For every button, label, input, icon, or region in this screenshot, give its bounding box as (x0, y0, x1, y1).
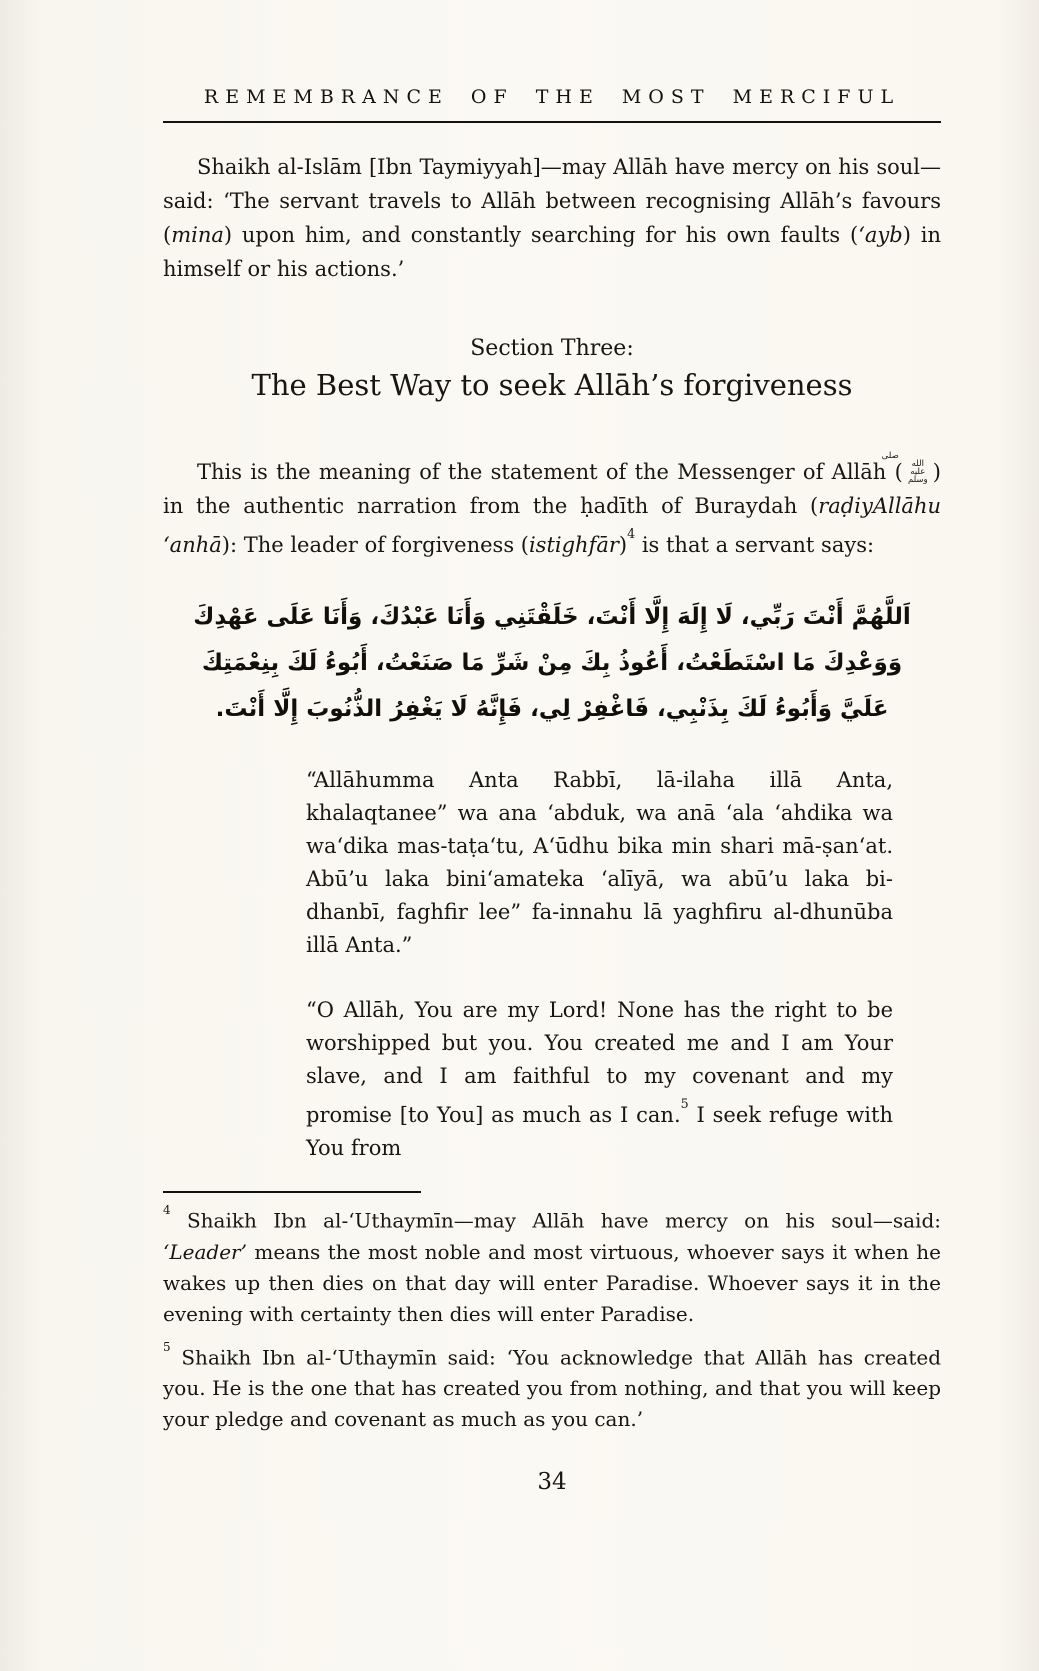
footnote-4-text-1: Shaikh Ibn al-‘Uthaymīn—may Allāh have mercy on his soul—said: (170, 1208, 941, 1233)
lead-text-3: ): The leader of forgiveness ( (221, 533, 529, 557)
arabic-dua (163, 594, 941, 732)
intro-text-3: ) in himself or his actions.’ (163, 223, 942, 281)
intro-paragraph (163, 150, 941, 286)
footnote-4 (163, 1201, 941, 1330)
lead-text-4: ) (618, 533, 628, 557)
lead-text-5: is that a servant says: (635, 533, 875, 557)
footnote-4-text-2: means the most noble and most virtuous, whoever says it when he wakes up then dies on that day will enter Paradise. Whoever says it in the evening with certainty then dies will enter Paradise. (163, 1239, 941, 1326)
translation-block (306, 994, 893, 1165)
term-mina: mina (171, 223, 224, 247)
footnote-5-text: Shaikh Ibn al-‘Uthaymīn said: ‘You acknowledge that Allāh has created you. He is the one that has created you from nothing, and that you will keep your pledge and covenant as much as you can.’ (163, 1345, 941, 1432)
text-block (163, 86, 941, 1495)
term-radiyallahu-anha: raḍiyAllāhu ‘anhā (163, 494, 941, 557)
footnote-ref-4: 4 (627, 525, 636, 541)
footnote-5-marker: 5 (163, 1339, 171, 1354)
translation-text-2: I seek refuge with You from (306, 1103, 893, 1160)
footnote-ref-5: 5 (680, 1095, 689, 1111)
footnote-5 (163, 1338, 941, 1436)
transliteration-block: “Allāhumma Anta Rabbī, lā-ilaha illā Anta, khalaqtanee” wa ana ‘abduk, wa anā ‘ala ‘ahdika wa wa‘dika mas-taṭa‘tu, A‘ūdhu bika min shari mā-ṣan‘at. Abū’u laka bini‘amateka ‘alīyā, wa abū’u laka bi-dhanbī, faghfir lee” fa-innahu lā yaghfiru al-dhunūba illā Anta.” (306, 768, 893, 957)
footnote-4-marker: 4 (163, 1203, 171, 1217)
footnote-4-term-leader: ‘Leader’ (163, 1239, 247, 1264)
arabic-line-1: اَللَّهُمَّ أَنْتَ رَبِّي، لَا إِلَهَ إِلَّا أَنْتَ، خَلَقْتَنِي وَأَنَا عَبْدُكَ، وَأَنَا عَلَى عَهْدِكَ (193, 604, 911, 630)
footnote-rule (163, 1191, 421, 1193)
salawat-symbol: صلى الله عليه وسلم (881, 451, 928, 485)
lead-text-2: ) in the authentic narration from the ḥadīth of Buraydah ( (163, 460, 941, 518)
section-title: The Best Way to seek Allāh’s forgiveness (251, 368, 853, 402)
lead-text-1: This is the meaning of the statement of the Messenger of Allāh ( (197, 460, 903, 484)
term-istighfar: istighfār (528, 533, 619, 557)
section-heading (163, 336, 941, 402)
arabic-line-3: عَلَيَّ وَأَبُوءُ لَكَ بِذَنْبِي، فَاغْفِرْ لِي، فَإِنَّهُ لَا يَغْفِرُ الذُّنُوبَ إِلَّا أَنْتَ. (215, 696, 889, 722)
arabic-line-2: وَوَعْدِكَ مَا اسْتَطَعْتُ، أَعُوذُ بِكَ مِنْ شَرِّ مَا صَنَعْتُ، أَبُوءُ لَكَ بِنِعْمَتِكَ (201, 650, 903, 676)
running-header: REMEMBRANCE OF THE MOST MERCIFUL (203, 86, 901, 108)
header-rule (163, 121, 941, 123)
section-kicker: Section Three: (470, 336, 634, 361)
page-number: 34 (537, 1469, 567, 1496)
intro-text-2: ) upon him, and constantly searching for his own faults ( (223, 223, 859, 247)
translation-text-1: “O Allāh, You are my Lord! None has the right to be worshipped but you. You created me and I am Your slave, and I am faithful to my covenant and my promise [to You] as much as I can. (306, 998, 893, 1127)
intro-text-1: Shaikh al-Islām [Ibn Taymiyyah]—may Allāh have mercy on his soul—said: ‘The servant travels to Allāh between recognising Allāh’s favours ( (163, 155, 941, 247)
lead-paragraph (163, 452, 941, 562)
term-ayb: ‘ayb (858, 223, 903, 247)
